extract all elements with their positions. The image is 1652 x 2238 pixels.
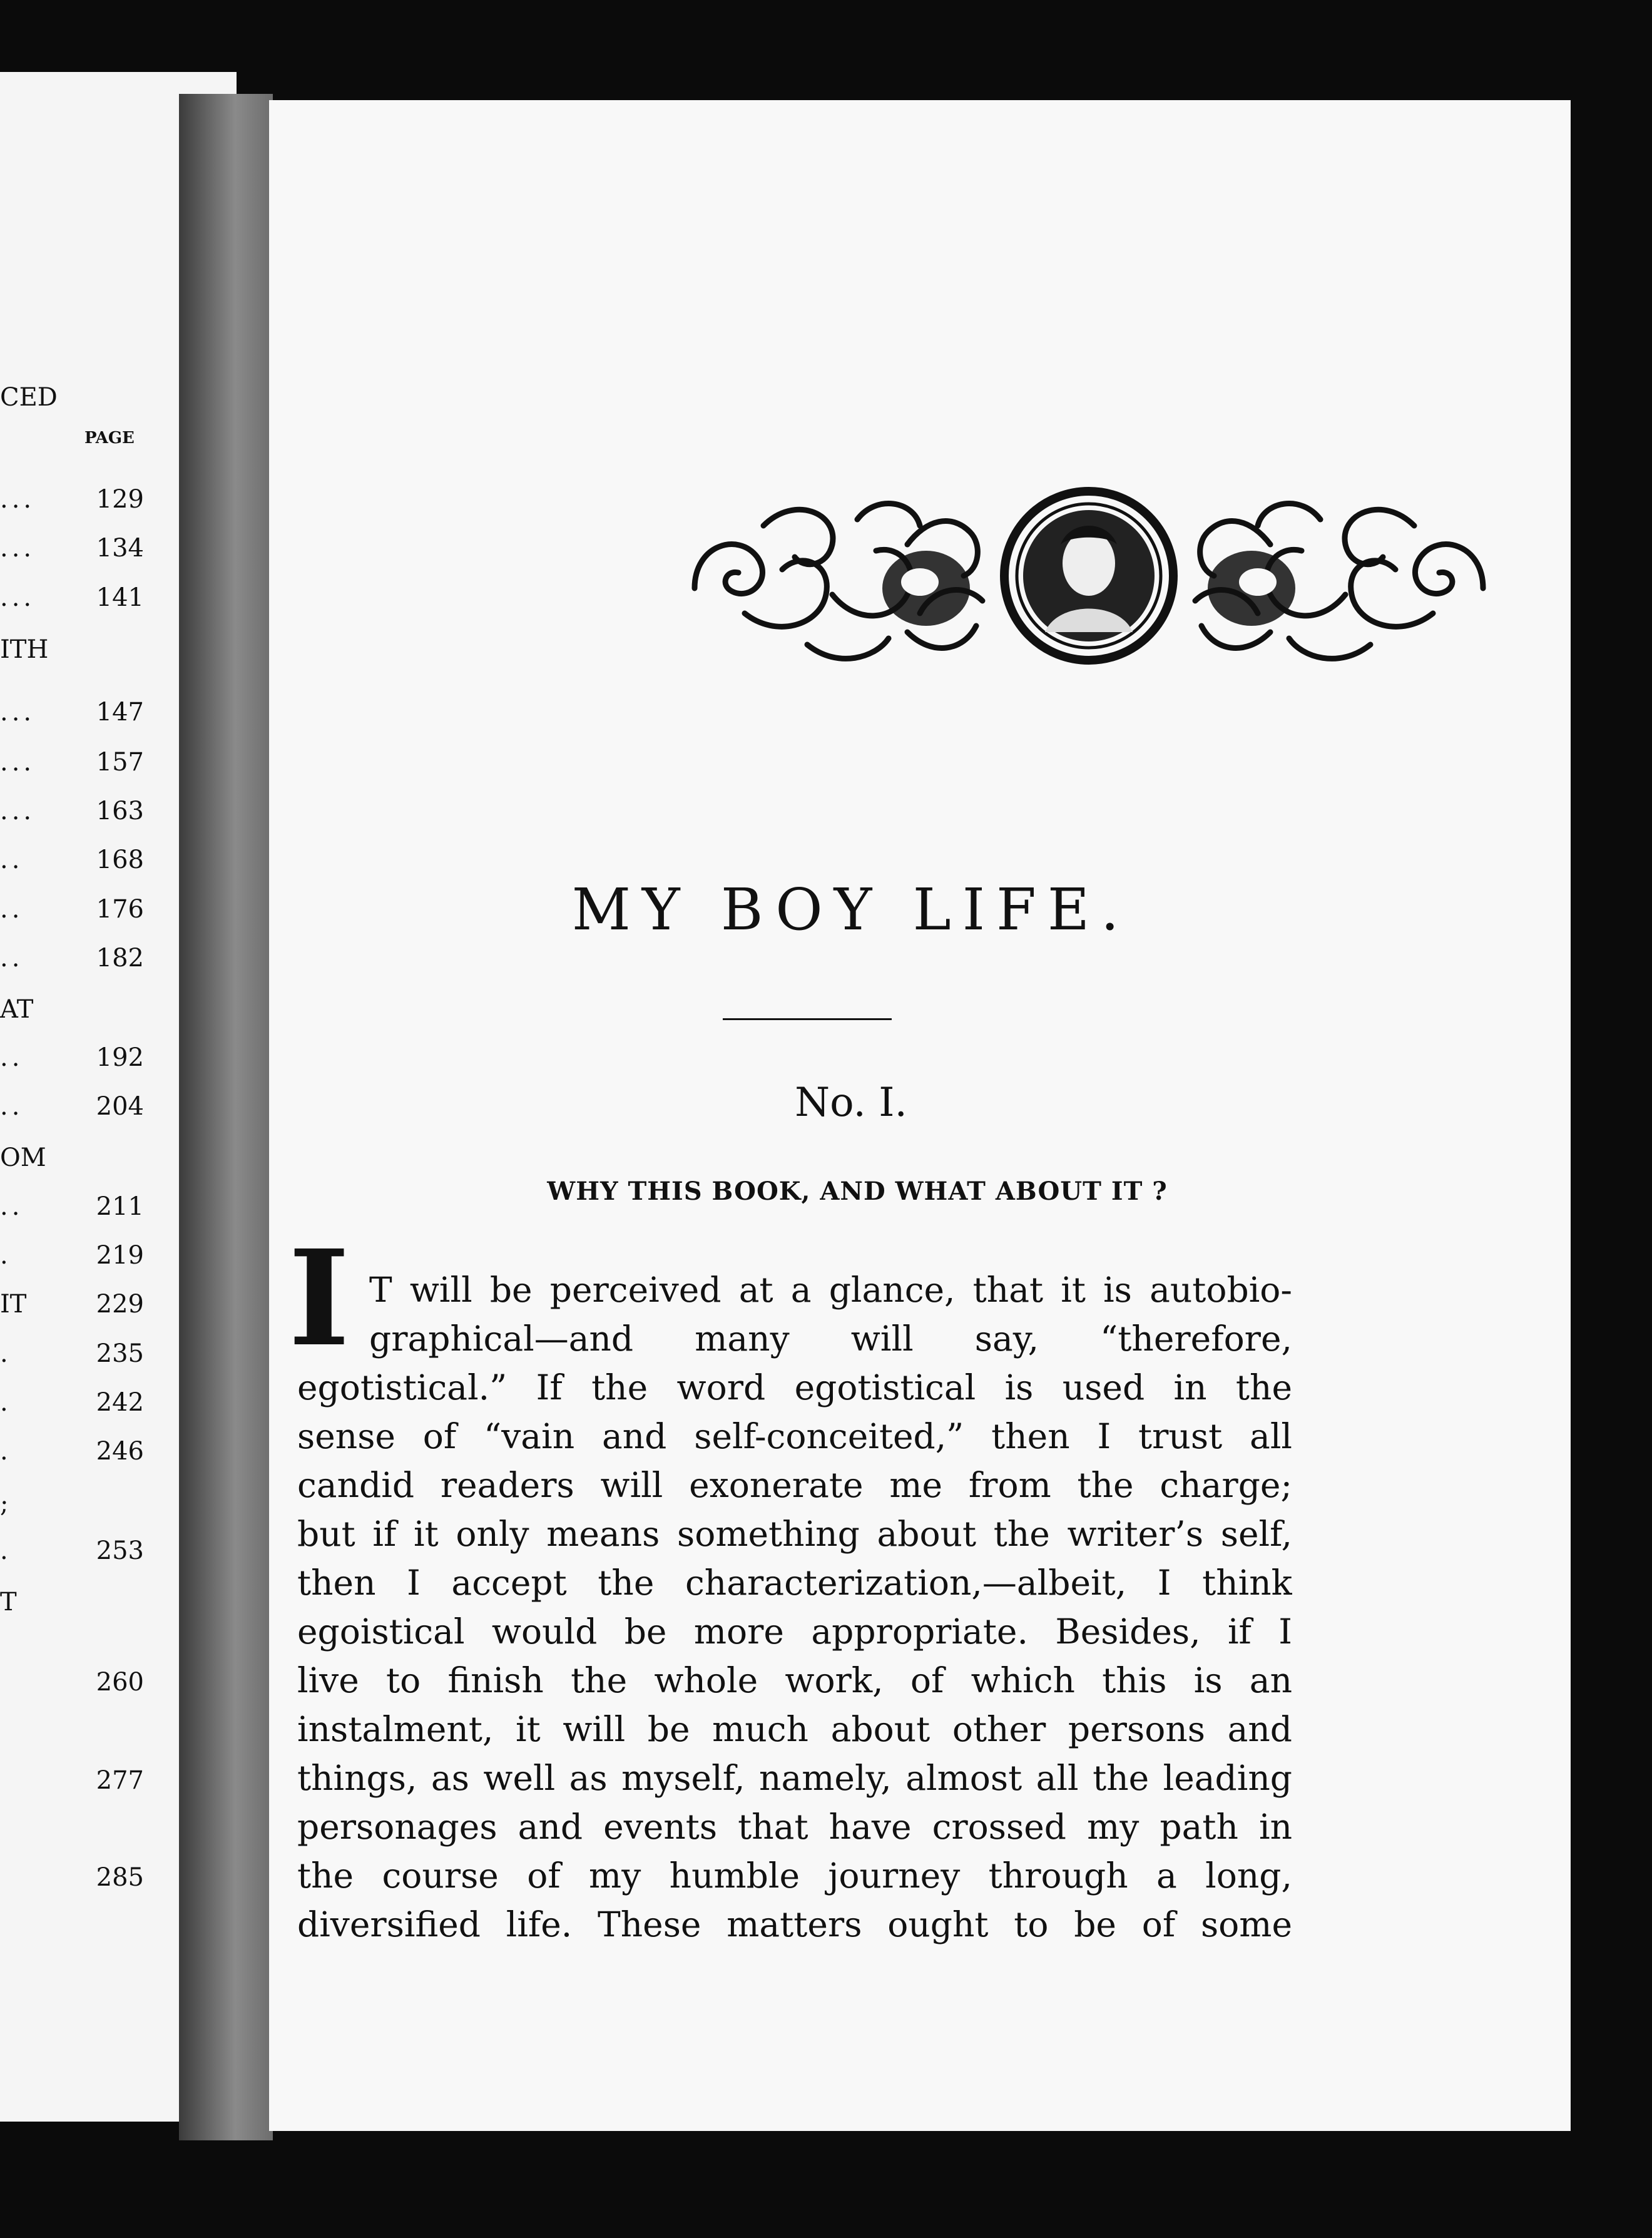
toc-leader-dots: .. — [0, 1043, 24, 1072]
chapter-title: WHY THIS BOOK, AND WHAT ABOUT IT ? — [547, 1177, 1168, 1206]
toc-entry — [0, 534, 144, 571]
toc-page-number: 235 — [96, 1339, 144, 1368]
body-text-line: graphical—and many will say, “therefore, — [369, 1319, 1292, 1359]
toc-page-number: 141 — [96, 583, 144, 612]
toc-page-number: 204 — [96, 1092, 144, 1121]
toc-leader-dots: .. — [0, 846, 24, 874]
toc-leader-dots: .. — [0, 944, 24, 973]
toc-entry — [0, 1766, 144, 1804]
body-text-line: live to finish the whole work, of which this is an — [297, 1660, 1292, 1700]
toc-title-fragment: AT — [0, 995, 34, 1024]
toc-page-number: 182 — [96, 944, 144, 973]
toc-leader-dots: . — [0, 1388, 12, 1417]
body-text-line: T will be perceived at a glance, that it is autobio- — [369, 1270, 1292, 1310]
toc-leader-dots: . — [0, 1536, 12, 1565]
toc-page-number: 277 — [96, 1766, 144, 1795]
toc-page-number: 163 — [96, 797, 144, 825]
toc-leader-dots: ... — [0, 534, 36, 563]
toc-page-number: 157 — [96, 748, 144, 777]
toc-entry — [0, 1339, 144, 1377]
toc-entry — [0, 1143, 144, 1181]
toc-page-number: 285 — [96, 1863, 144, 1892]
toc-entry — [0, 1489, 144, 1527]
toc-page-number: 242 — [96, 1388, 144, 1417]
drop-cap-letter: I — [288, 1221, 350, 1376]
toc-title-fragment: T — [0, 1588, 17, 1617]
toc-entry — [0, 485, 144, 523]
body-text-line: instalment, it will be much about other persons and — [297, 1709, 1292, 1749]
toc-page-number: 211 — [96, 1192, 144, 1221]
toc-leader-dots: ... — [0, 748, 36, 777]
body-text-line: personages and events that have crossed my path in — [297, 1807, 1292, 1847]
body-text-line: candid readers will exonerate me from the charge; — [297, 1465, 1292, 1505]
toc-page-number: 147 — [96, 698, 144, 727]
book-title: MY BOY LIFE. — [571, 876, 1131, 943]
toc-entry — [0, 698, 144, 735]
chapter-number: No. I. — [795, 1080, 907, 1126]
body-text-line: sense of “vain and self-conceited,” then I trust all — [297, 1416, 1292, 1456]
toc-entry — [0, 846, 144, 883]
toc-page-number: 176 — [96, 895, 144, 924]
body-text-line: the course of my humble journey through a long, — [297, 1856, 1292, 1896]
toc-page-number: 168 — [96, 846, 144, 874]
toc-entry — [0, 1043, 144, 1081]
toc-leader-dots: ... — [0, 698, 36, 727]
body-text-line: things, as well as myself, namely, almost all the leading — [297, 1758, 1292, 1798]
toc-title-fragment: ITH — [0, 635, 49, 664]
book-gutter-shadow — [179, 94, 273, 2140]
toc-entry — [0, 635, 144, 673]
body-text-line: then I accept the characterization,—albeit, I think — [297, 1563, 1292, 1603]
toc-leader-dots: ... — [0, 485, 36, 514]
toc-title-fragment: CED — [0, 383, 58, 412]
toc-entry — [0, 1388, 144, 1426]
toc-page-number: 129 — [96, 485, 144, 514]
toc-entry — [0, 1668, 144, 1705]
toc-entry — [0, 1536, 144, 1574]
toc-page-number: 246 — [96, 1437, 144, 1466]
toc-page-number: 134 — [96, 534, 144, 563]
toc-page-number: 260 — [96, 1668, 144, 1697]
body-text-line: egotistical.” If the word egotistical is used in the — [297, 1367, 1292, 1408]
toc-entry — [0, 995, 144, 1033]
toc-title-fragment: IT — [0, 1290, 27, 1319]
toc-entry — [0, 383, 144, 421]
toc-entry — [0, 944, 144, 981]
toc-entry — [0, 1092, 144, 1130]
body-text-line: egoistical would be more appropriate. Besides, if I — [297, 1612, 1292, 1652]
toc-entry — [0, 1290, 144, 1327]
toc-page-number: 219 — [96, 1241, 144, 1270]
toc-page-header: PAGE — [84, 429, 135, 447]
toc-entry — [0, 1863, 144, 1901]
toc-entry — [0, 1241, 144, 1279]
toc-entry — [0, 797, 144, 834]
toc-leader-dots: .. — [0, 895, 24, 924]
toc-entry — [0, 748, 144, 785]
title-divider-rule — [723, 1018, 892, 1020]
toc-entry — [0, 1192, 144, 1230]
toc-leader-dots: ; — [0, 1489, 13, 1518]
toc-title-fragment: OM — [0, 1143, 46, 1172]
toc-leader-dots: ... — [0, 583, 36, 612]
toc-leader-dots: .. — [0, 1192, 24, 1221]
toc-entry — [0, 1437, 144, 1474]
toc-entry — [0, 895, 144, 932]
decorative-headpiece-ornament — [670, 469, 1508, 682]
toc-page-number: 253 — [96, 1536, 144, 1565]
body-text-line: but if it only means something about the writer’s self, — [297, 1514, 1292, 1554]
toc-page-number: 192 — [96, 1043, 144, 1072]
toc-entry — [0, 583, 144, 621]
toc-leader-dots: ... — [0, 797, 36, 825]
toc-entry — [0, 1588, 144, 1625]
toc-leader-dots: .. — [0, 1092, 24, 1121]
body-text-line: diversified life. These matters ought to be of some — [297, 1904, 1292, 1944]
toc-leader-dots: . — [0, 1437, 12, 1466]
toc-leader-dots: . — [0, 1241, 12, 1270]
toc-page-number: 229 — [96, 1290, 144, 1319]
right-text-page — [269, 100, 1571, 2131]
toc-leader-dots: . — [0, 1339, 12, 1368]
